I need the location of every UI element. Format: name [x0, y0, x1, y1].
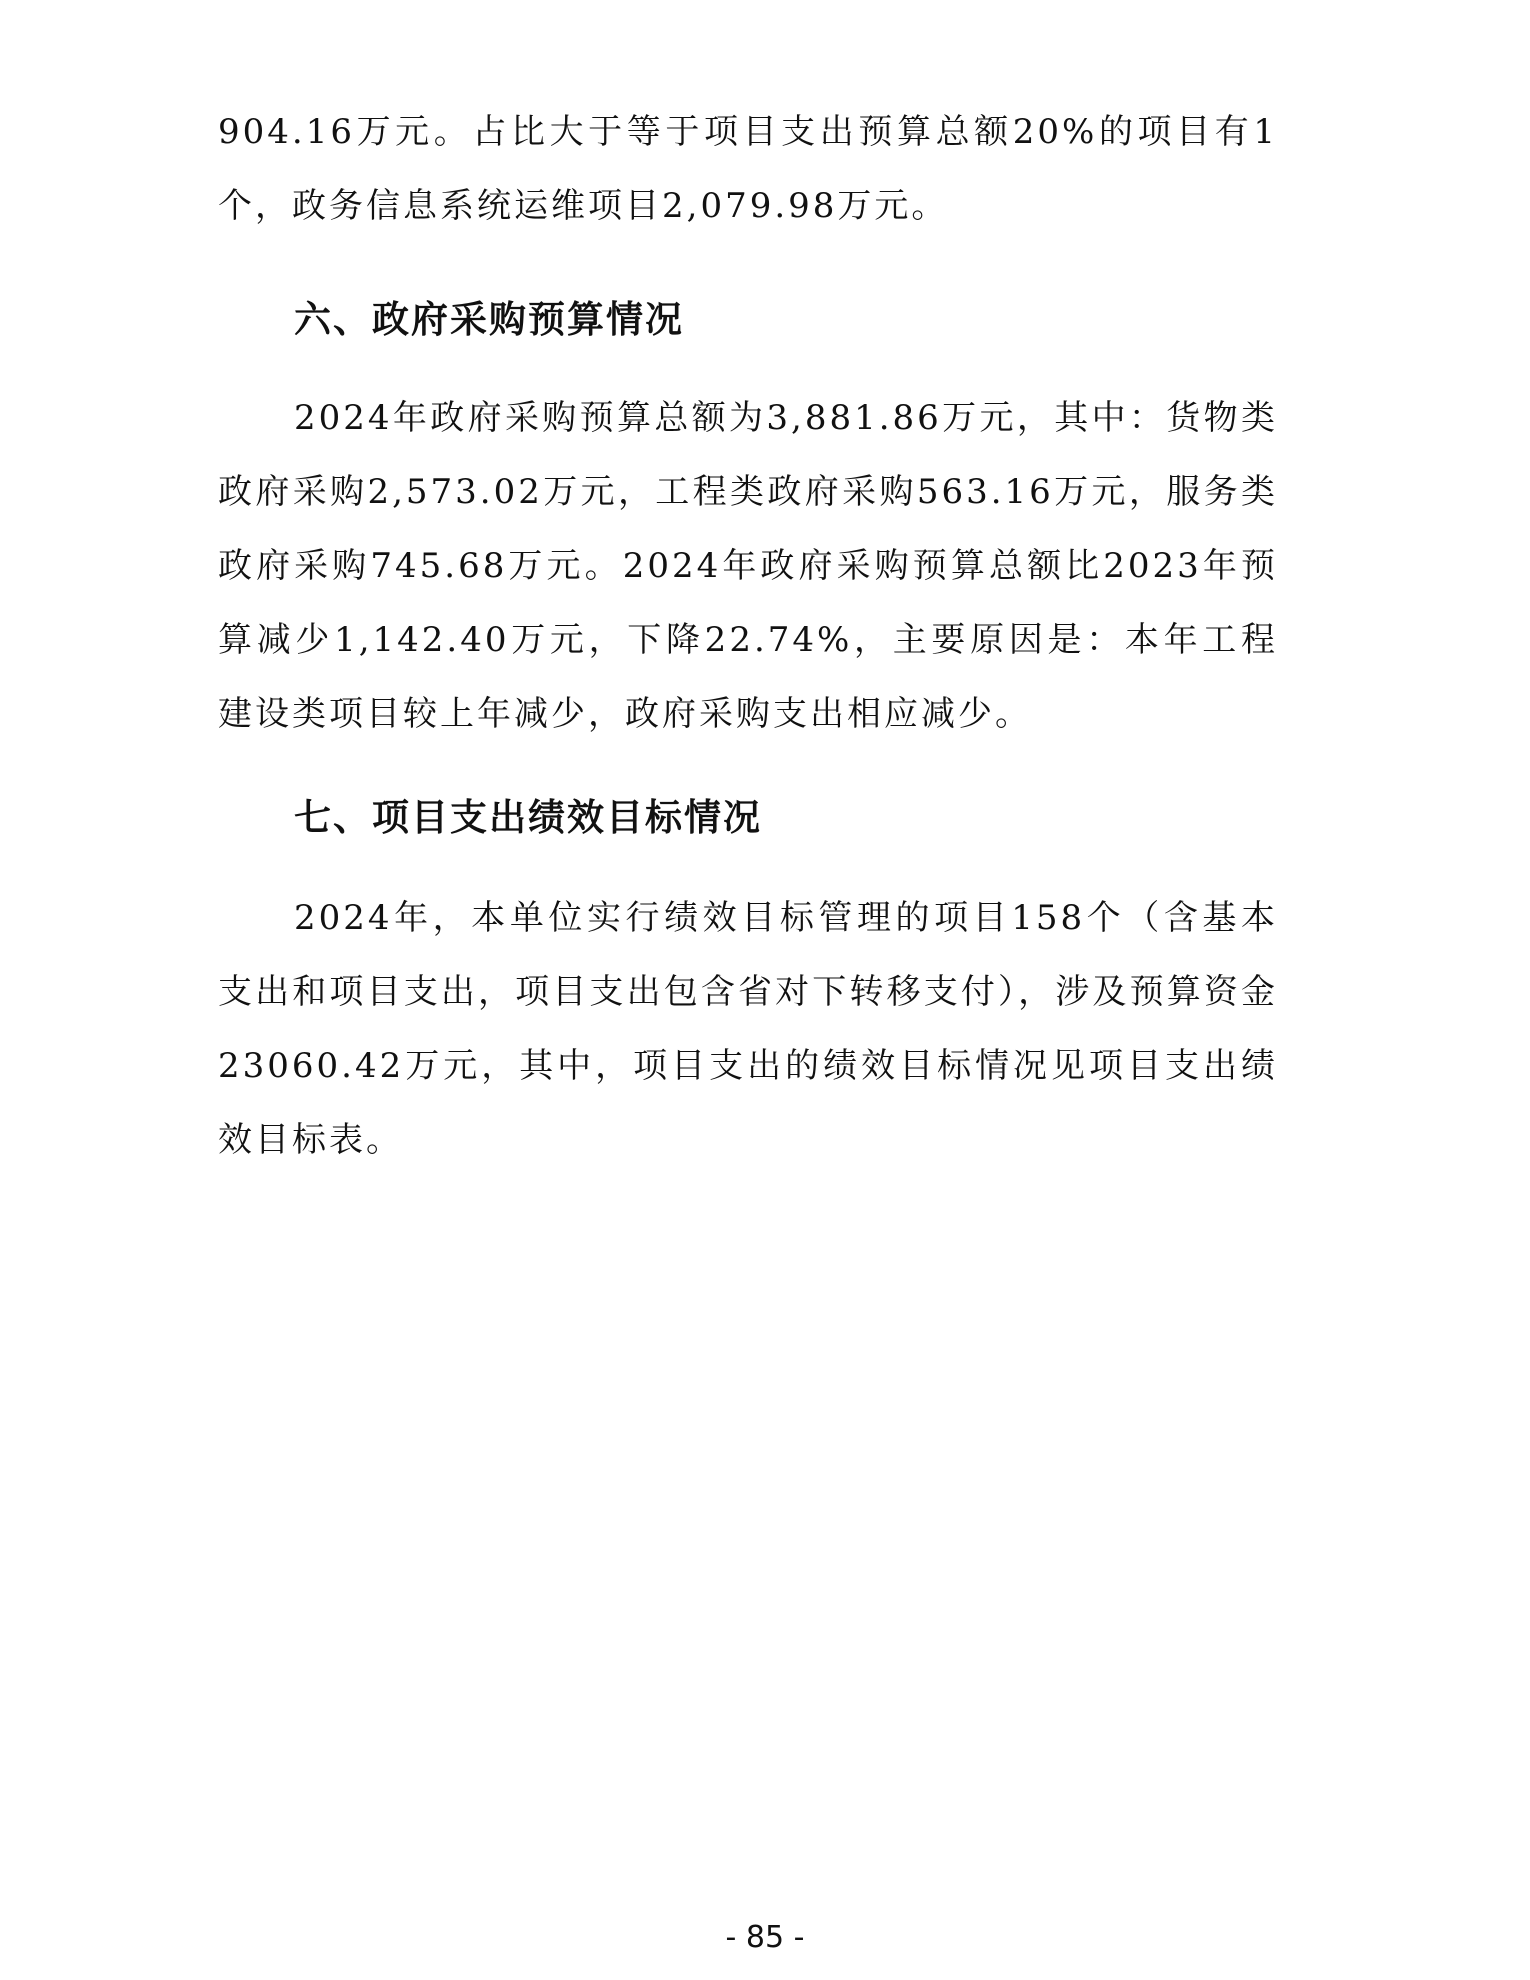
- section-heading-performance-targets: 七、项目支出绩效目标情况: [294, 796, 762, 839]
- paragraph-performance-targets: 2024年，本单位实行绩效目标管理的项目158个（含基本支出和项目支出，项目支出包含省对下转移支付），涉及预算资金23060.42万元，其中，项目支出的绩效目标情况见项目支出绩效目标表。: [218, 898, 1278, 1160]
- page-number: - 85 -: [725, 1920, 805, 1955]
- document-body: [218, 95, 1278, 1177]
- section-heading-government-procurement: 六、政府采购预算情况: [294, 298, 684, 341]
- paragraph-project-expenditure-continued: 904.16万元。占比大于等于项目支出预算总额20%的项目有1个，政务信息系统运维项目2,079.98万元。: [218, 112, 1278, 226]
- paragraph-government-procurement: 2024年政府采购预算总额为3,881.86万元，其中：货物类政府采购2,573.02万元，工程类政府采购563.16万元，服务类政府采购745.68万元。2024年政府采购预算总额比2023年预算减少1,142.40万元，下降22.74%，主要原因是：本年工程建设类项目较上年减少，政府采购支出相应减少。: [218, 398, 1278, 734]
